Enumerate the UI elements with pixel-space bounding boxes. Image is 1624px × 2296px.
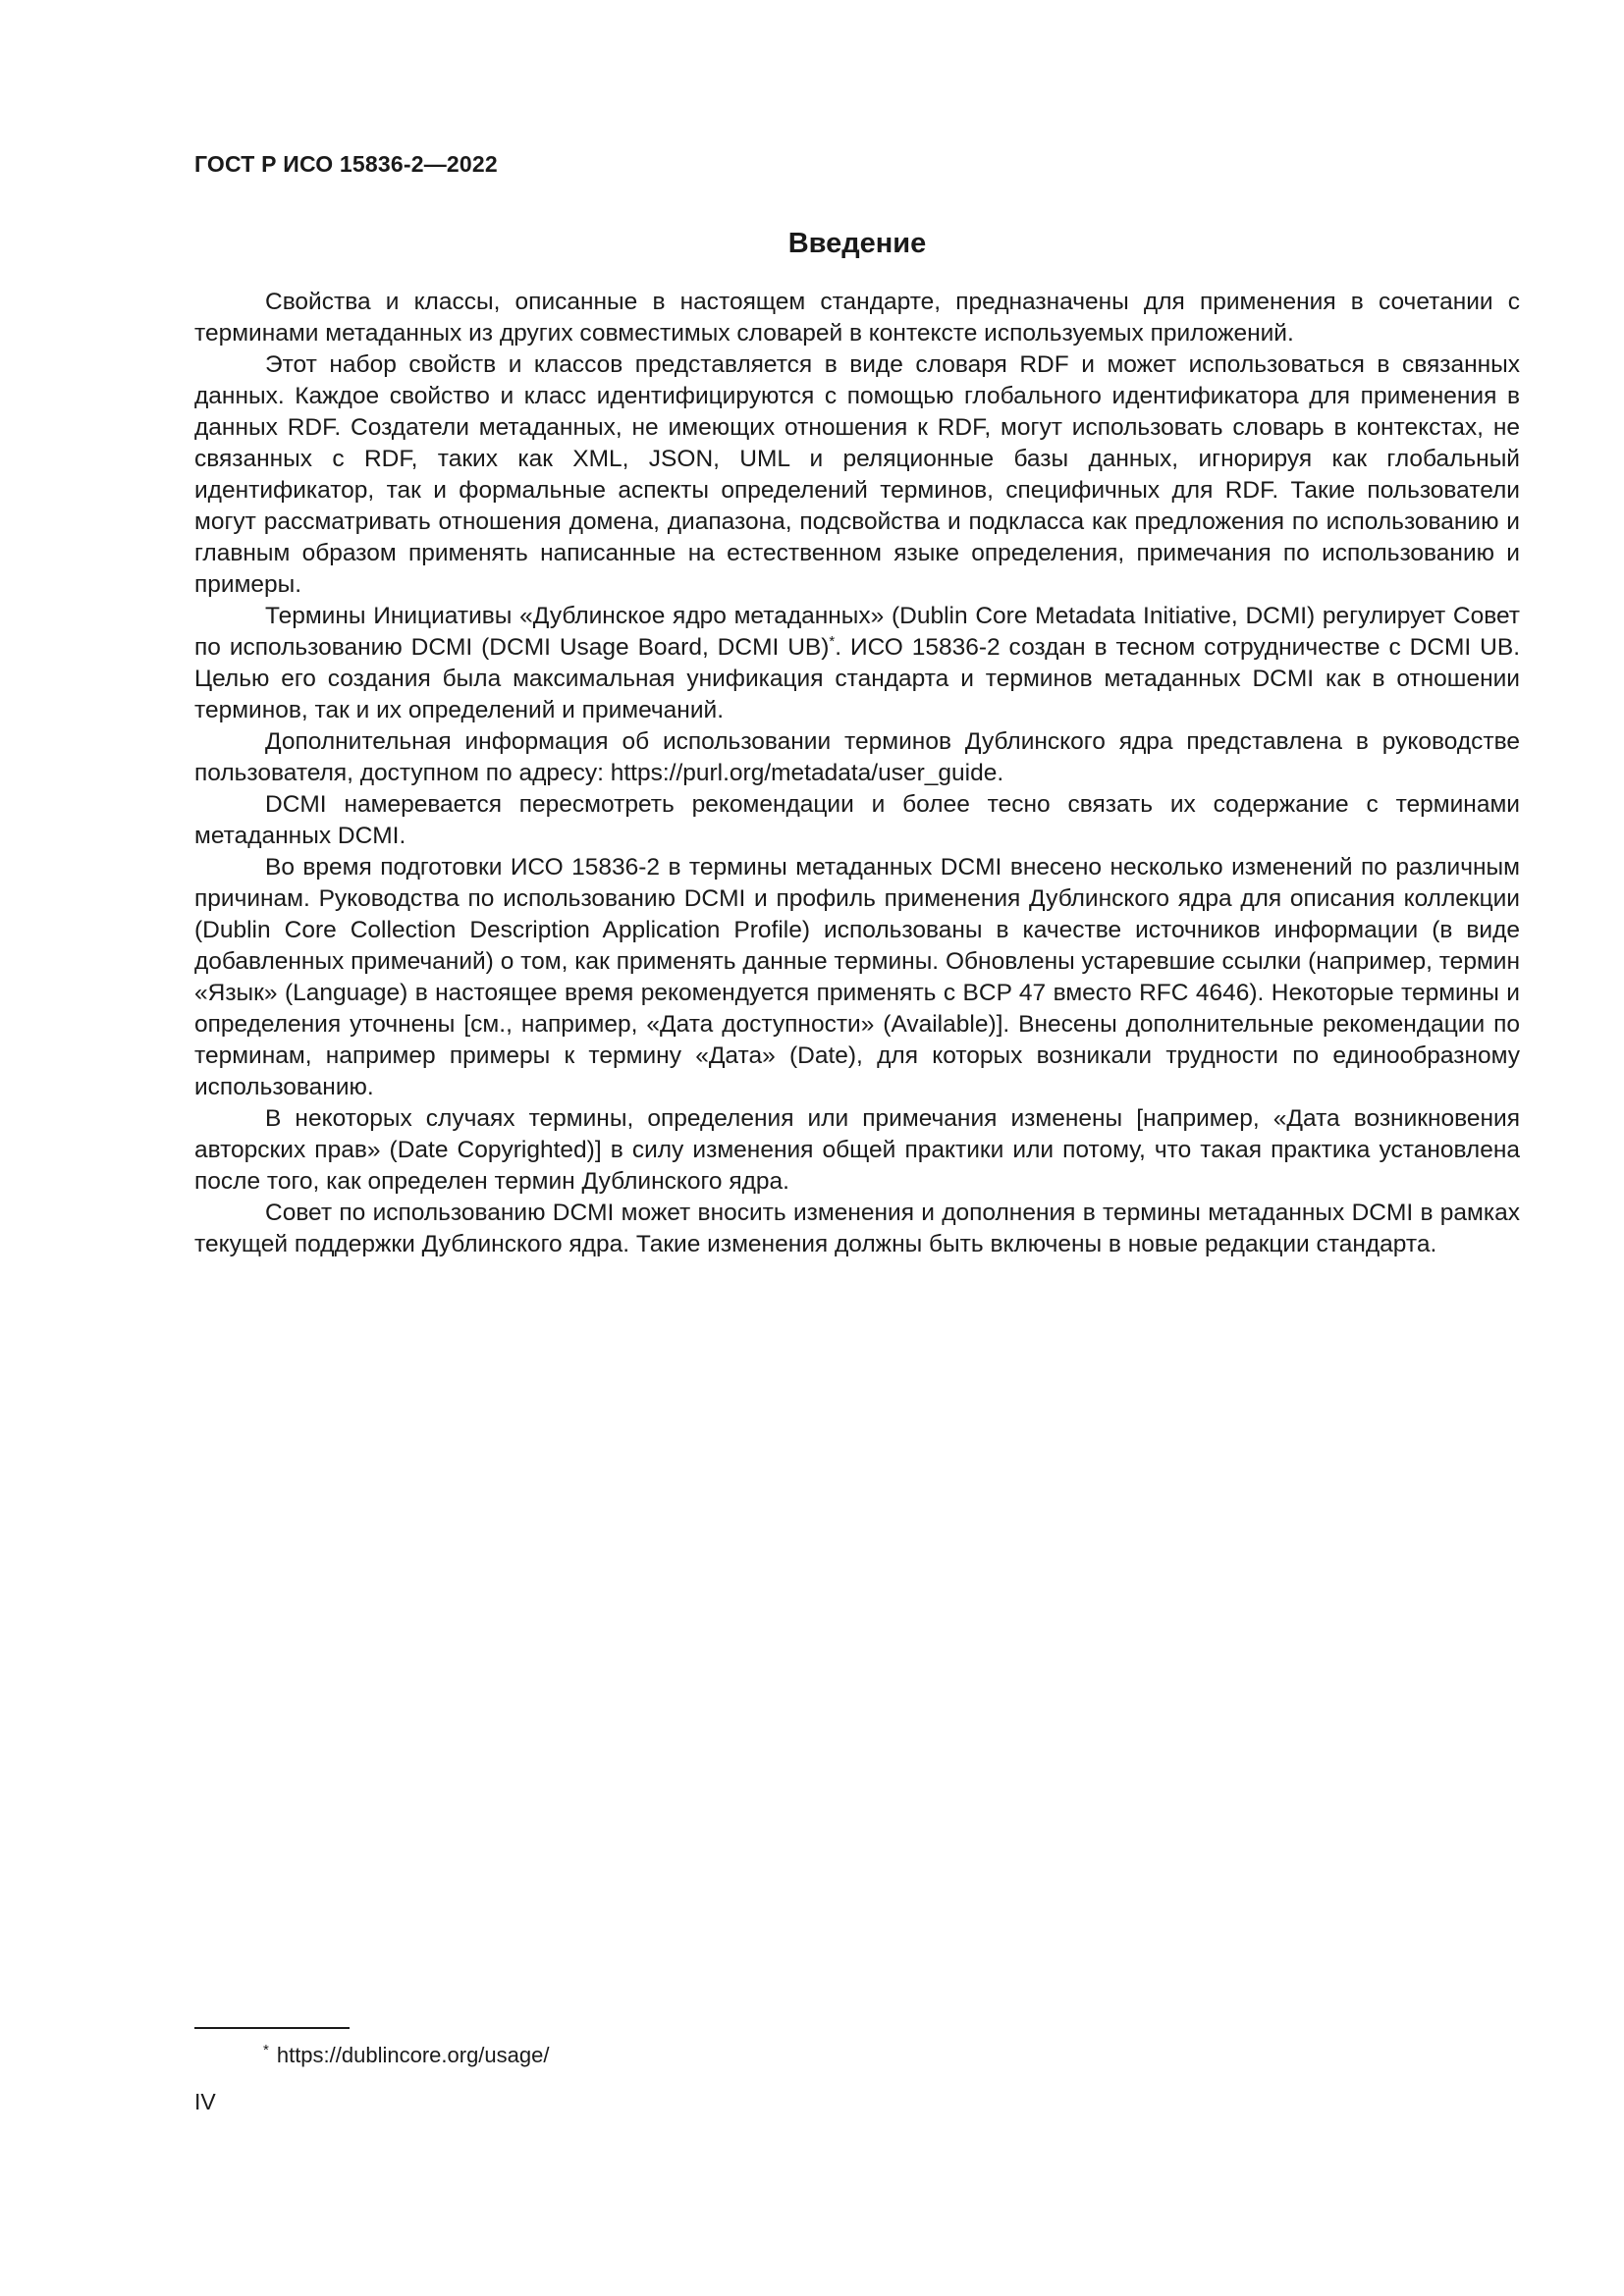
paragraph-3	[194, 601, 1520, 726]
footnote-reference-mark: *	[829, 632, 836, 650]
paragraph-3-text-end: . ИСО 15836-2 создан в тесном сотрудничестве с DCMI UB. Целью его создания была максимальная унификация стандарта и терминов метаданных DCMI как в отношении терминов, так и их определений и примечаний.	[194, 634, 1521, 723]
paragraph-8: Совет по использованию DCMI может вносить изменения и дополнения в термины метаданных DCMI в рамках текущей поддержки Дублинского ядра. Такие изменения должны быть включены в новые редакции стандарта.	[194, 1200, 1520, 1257]
paragraph-2: Этот набор свойств и классов представляется в виде словаря RDF и может использоваться в связанных данных. Каждое свойство и класс идентифицируются с помощью глобального идентификатора для применения в данных RDF. Создатели метаданных, не имеющих отношения к RDF, могут использовать словарь в контекстах, не связанных с RDF, таких как XML, JSON, UML и реляционные базы данных, игнорируя как глобальный идентификатор, так и формальные аспекты определений терминов, специфичных для RDF. Такие пользователи могут рассматривать отношения домена, диапазона, подсвойства и подкласса как предложения по использованию и главным образом применять написанные на естественном языке определения, примечания по использованию и примеры.	[194, 351, 1520, 598]
footnote-url: https://dublincore.org/usage/	[276, 2043, 550, 2067]
paragraph-4: Дополнительная информация об использовании терминов Дублинского ядра представлена в руководстве пользователя, доступном по адресу: https://purl.org/metadata/user_guide.	[194, 728, 1520, 786]
paragraph-5: DCMI намеревается пересмотреть рекомендации и более тесно связать их содержание с терминами метаданных DCMI.	[194, 791, 1520, 849]
page-number: IV	[194, 2089, 216, 2114]
paragraph-7: В некоторых случаях термины, определения или примечания изменены [например, «Дата возникновения авторских прав» (Date Copyrighted)] в силу изменения общей практики или потому, что такая практика установлена после того, как определен термин Дублинского ядра.	[194, 1105, 1520, 1195]
paragraph-1: Свойства и классы, описанные в настоящем стандарте, предназначены для применения в сочетании с терминами метаданных из других совместимых словарей в контексте используемых приложений.	[194, 289, 1520, 347]
footnote-separator	[194, 2027, 350, 2029]
document-header-standard-code: ГОСТ Р ИСО 15836-2—2022	[194, 151, 498, 177]
footnote	[263, 2042, 549, 2069]
paragraph-6: Во время подготовки ИСО 15836-2 в термины метаданных DCMI внесено несколько изменений по различным причинам. Руководства по использованию DCMI и профиль применения Дублинского ядра для описания коллекции (Dublin Core Collection Description Application Profile) использованы в качестве источников информации (в виде добавленных примечаний) о том, как применять данные термины. Обновлены устаревшие ссылки (например, термин «Язык» (Language) в настоящее время рекомендуется применять с BCP 47 вместо RFC 4646). Некоторые термины и определения уточнены [см., например, «Дата доступности» (Available)]. Внесены дополнительные рекомендации по терминам, например примеры к термину «Дата» (Date), для которых возникали трудности по единообразному использованию.	[194, 854, 1520, 1100]
section-title: Введение	[787, 228, 927, 259]
footnote-mark: *	[263, 2041, 269, 2058]
paragraph-3-text-start: Термины Инициативы «Дублинское ядро метаданных» (Dublin Core Metadata Initiative, DCMI) регулирует Совет по использованию DCMI (DCMI Usage Board, DCMI UB)	[194, 603, 1520, 661]
body-text	[194, 287, 1520, 1260]
